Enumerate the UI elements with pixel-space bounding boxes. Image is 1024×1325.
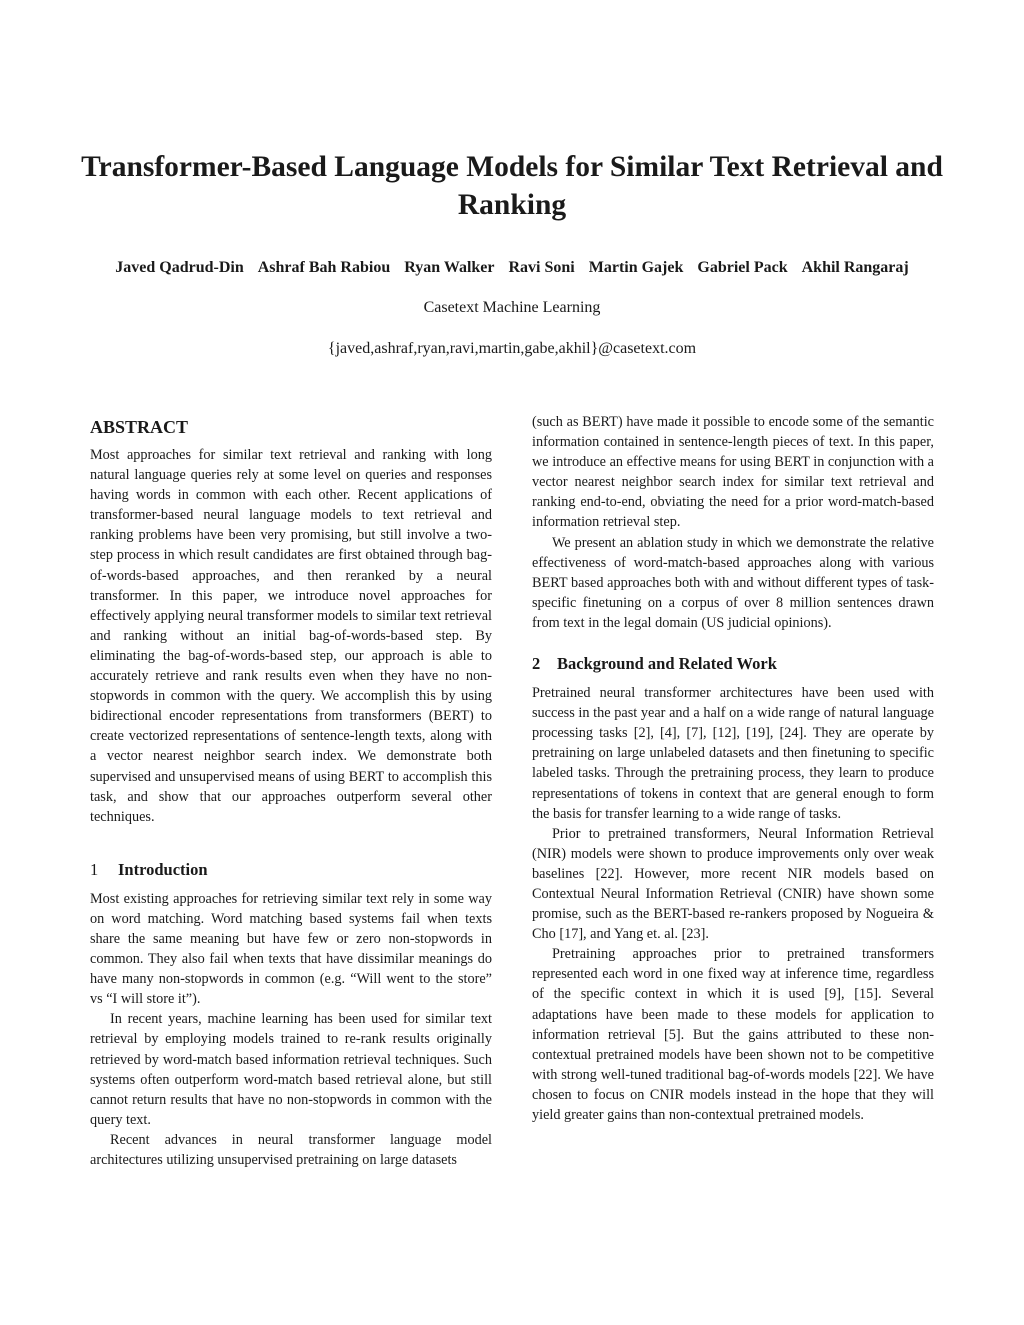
author-emails: {javed,ashraf,ryan,ravi,martin,gabe,akhil}@casetext.com xyxy=(327,340,697,357)
author: Javed Qadrud-Din xyxy=(115,259,244,276)
author: Ryan Walker xyxy=(404,259,495,276)
affiliation: Casetext Machine Learning xyxy=(423,299,601,316)
paragraph: (such as BERT) have made it possible to encode some of the semantic information contained in sentence-length pieces of text. In this paper, we introduce an effective means for using BERT in conjunction with a vector nearest neighbor search index for similar text retrieval and ranking end-to-end, obviating the need for a prior word-match-based information retrieval step. xyxy=(532,414,934,531)
author-list xyxy=(40,257,984,279)
author: Gabriel Pack xyxy=(697,259,788,276)
section-title: Introduction xyxy=(118,859,208,879)
left-column xyxy=(90,412,492,1170)
section-number: 1 xyxy=(90,859,99,879)
section-heading-background xyxy=(532,653,934,675)
abstract-text: Most approaches for similar text retrieval and ranking with long natural language queries rely at some level on queries and responses having words in common with each other. Recent applications of transformer-based neural language models to text retrieval and ranking problems have been very promising, but still involve a two-step process in which result candidates are first obtained through bag-of-words-based approaches, and then reranked by a neural transformer. In this paper, we introduce novel approaches for effectively applying neural transformer models to similar text retrieval and ranking without an initial bag-of-words-based step. By eliminating the bag-of-words-based step, our approach is able to accurately retrieve and rank results even when they have no non-stopwords in common with the query. We accomplish this by using bidirectional encoder representations from transformers (BERT) to create vectorized representations of sentence-length texts, along with a vector nearest neighbor search index. We demonstrate both supervised and unsupervised means of using BERT to accomplish this task, and show that our approaches outperform several other techniques. xyxy=(90,447,492,825)
paragraph: Most existing approaches for retrieving similar text rely in some way on word matching. Word matching based systems fail when texts share the same meaning but have few or zero non-stopwords in common. They also fail when texts that have dissimilar meanings do have many non-stopwords in common (e.g. “Will went to the store” vs “I will store it”). xyxy=(90,890,492,1008)
paragraph: In recent years, machine learning has been used for similar text retrieval by employing models trained to re-rank results originally retrieved by word-match based information retrieval techniques. Such systems often outperform word-match based retrieval alone, but still cannot return results that have no non-stopwords in common with the query text. xyxy=(90,1011,492,1128)
section-heading-introduction xyxy=(90,859,492,881)
paper-title: Transformer-Based Language Models for Similar Text Retrieval and Ranking xyxy=(81,150,943,221)
section-title: Background and Related Work xyxy=(557,654,777,674)
author: Martin Gajek xyxy=(588,259,684,276)
author: Akhil Rangaraj xyxy=(801,259,909,276)
abstract-heading: ABSTRACT xyxy=(90,417,189,437)
right-column xyxy=(532,412,934,1125)
author: Ravi Soni xyxy=(508,259,575,276)
author: Ashraf Bah Rabiou xyxy=(257,259,391,276)
paragraph: Recent advances in neural transformer language model architectures utilizing unsupervised pretraining on large datasets xyxy=(90,1131,492,1168)
paragraph: Pretraining approaches prior to pretrained transformers represented each word in one fixed way at inference time, regardless of the specific context in which it is used [9], [15]. Several adaptations have been made to these models for application to information retrieval [5]. But the gains attributed to these non-contextual pretrained models have been shown not to be competitive with strong well-tuned traditional bag-of-words models [22]. We have chosen to focus on CNIR models instead in the hope that they will yield greater gains than non-contextual pretrained models. xyxy=(532,946,934,1123)
paragraph: Prior to pretrained transformers, Neural Information Retrieval (NIR) models were shown to produce improvements only over weak baselines [22]. However, more recent NIR models based on Contextual Neural Information Retrieval (CNIR) have shown some promise, such as the BERT-based re-rankers proposed by Nogueira & Cho [17], and Yang et. al. [23]. xyxy=(532,825,934,943)
paragraph: We present an ablation study in which we demonstrate the relative effectiveness of word-match-based approaches along with various BERT based approaches both with and without different types of task-specific finetuning on a corpus of over 8 million sentences drawn from text in the legal domain (US judicial opinions). xyxy=(532,534,934,631)
paragraph: Pretrained neural transformer architectures have been used with success in the past year and a half on a wide range of natural language processing tasks [2], [4], [7], [12], [19], [24]. They are operate by pretraining on large unlabeled datasets and then finetuning to specific labeled tasks. Through the pretraining process, they learn to produce representations of tokens in context that are general enough to form the basis for transfer learning to a wide range of tasks. xyxy=(532,685,934,822)
section-number: 2 xyxy=(532,654,541,674)
